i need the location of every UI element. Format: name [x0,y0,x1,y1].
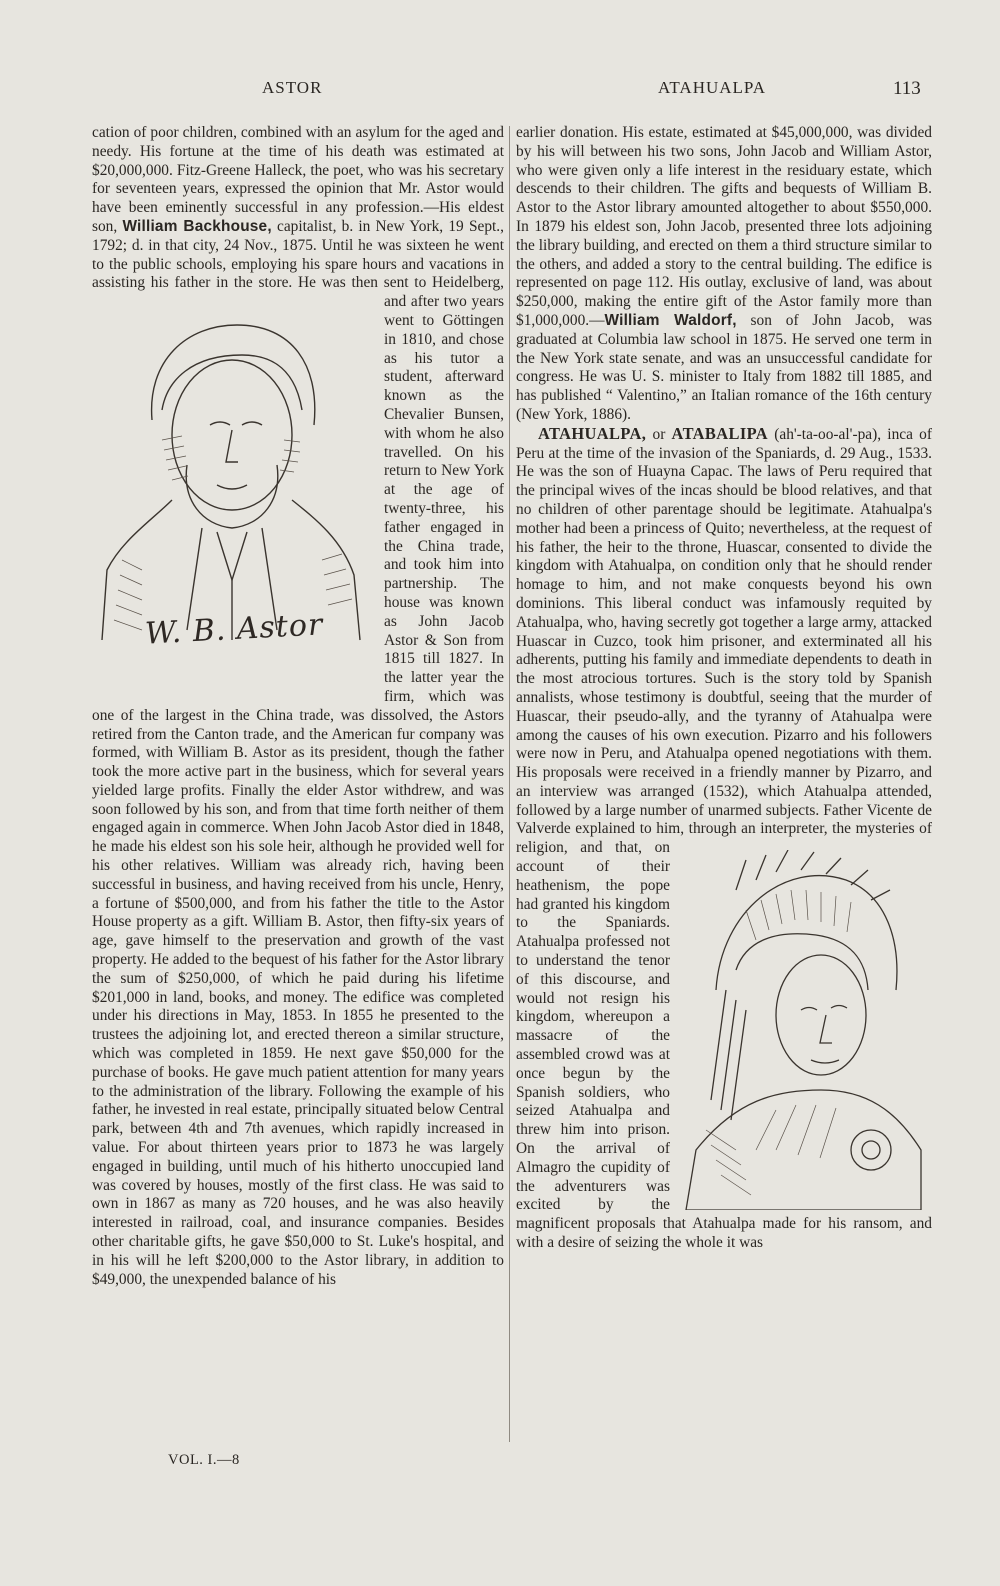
page-number: 113 [893,78,921,99]
volume-signature-mark: VOL. I.—8 [168,1452,240,1468]
waldorf-text: son of John Jacob, was graduated at Columbia law school in 1875. He served one term in the New York state senate, and was an unsuccessful candidate for congress. He was U. S. minister to Italy from 1882 till 1885, and has published “ Valentino,” an Italian romance of the 16th century (New York, 1886). [516,311,933,423]
atahualpa-engraving-icon [676,850,926,1210]
entry-name-william-waldorf: William Waldorf, [604,311,737,329]
entry-name-william-backhouse: William Backhouse, [122,217,272,235]
left-column [92,124,504,1289]
running-head-right: ATAHUALPA [658,78,767,97]
astor-text-continued: earlier donation. His estate, estimated at $45,000,000, was divided by his will between his two sons, John Jacob and William Astor, who were given only a life interest in the residuary estate, which descends to their children. The gifts and bequests of William B. Astor to the Astor library amounted altogether to about $550,000. In 1879 his eldest son, John Jacob, presented three lots adjoining the library building, and erected on them a third structure similar to the others, and added a story to the central building. The edifice is represented on page 112. His outlay, exclusive of land, was about $250,000, making the entire gift of the Astor family more than $1,000,000.— [516,124,932,329]
atahualpa-portrait [676,850,926,1210]
running-head-left: ASTOR [262,78,323,97]
atahualpa-text: (ah'-ta-oo-al'-pa), inca of Peru at the time of the invasion of the Spaniards, d. 29 Aug., 1533. He was the son of Huayna Capac. The laws of Peru required that the principal wives of the incas should be blood relatives, and that no children of other parentage should be legitimate. Atahualpa's mother had been a princess of Quito; nevertheless, at the request of his father, the heir to the throne, Huascar, consented to divide the kingdom with Atahualpa, on condition only that he should render homage to him, and not make conquests beyond his own dominions. This liberal conduct was infamously requited by Atahualpa, who, having secretly got together a large army, attacked Huascar in Cuzco, took him prisoner, and exterminated all his adherents, putting his family and immediate dependents to death in the most atrocious tortures. Such is the story told by Spanish annalists, whose testimony is doubtful, seeing that the murder of Huascar, their pseudo-ally, and the tyranny of Atahualpa were among the causes of his own execution. Pizarro and his followers were now in Peru, and Atahualpa opened negotiations with them. His proposals were received in a friendly manner by Pizarro, and an interview was arranged (1532), which Atahualpa attended, followed by a large number of unarmed subjects. Father Vicente de Valverde explained to him, through an interpreter, the mysteries of religion, and that, on account of their heathenism, the pope had granted his kingdom to the Spaniards. Atahualpa professed not to understand the tenor of this discourse, and would not resign his kingdom, whereupon a massacre of the assembled crowd was at once begun by the Spanish soldiers, who seized Atahualpa and threw him into prison. On the arrival of Almagro the cupidity of the adventurers was excited by the magnificent proposals that Atahualpa made for his ransom, and with a desire of seizing the whole it was [516,425,932,1252]
astor-text-intro: cation of poor children, combined with an asylum for the aged and needy. His fortune at the time of his death was estimated at $20,000,000. Fitz-Greene Halleck, the poet, who was his secretary for seventeen years, expressed the opinion that Mr. Astor would have been eminently successful in any profession.—His eldest son, [92,124,504,235]
heading-connector: or [646,425,672,443]
entry-heading-atabalipa: ATABALIPA [671,423,769,443]
astor-text-lead: capitalist, b. in New York, 19 Sept., 1792; d. in that city, 24 Nov., 1875. Until he was sixteen he went to the public schools, employing his spare hours and vacations in assisting his father in the store. He was then sent to Heidelberg, and after two years went to Göttingen in 1810, and chose as his tutor a student, afterward known as the Chevalier Bunsen, with whom he also travelled. On his return to New York at the age of twenty-three, his father engaged in the China trade, and took him into partnership. The house was known as John Jacob Astor & Son from 1815 till 1827. In the latter year the firm, which was one of the largest in the China trade, was dissolved, the Astors retired from the Canton trade, and the American fur company was formed, with William B. Astor as its president, though the father took the more active part in the business, which for several years yielded large profits. Finally the elder Astor withdrew, and was soon followed by his son, and from that time forth neither of them engaged again in commerce. When John Jacob Astor died in 1848, he made his eldest son his sole heir, although he provided well for his other relatives. William was already rich, having been successful in business, and having received from his uncle, Henry, a fortune of $500,000, and from his father the title to the Astor House property as a gift. William B. Astor, then fifty-six years of age, gave himself to the preservation and growth of the vast property. He added to the bequest of his father for the Astor library the sum of $250,000, of which he paid during his lifetime $201,000 in land, books, and money. The edifice was completed under his directions in May, 1853. In 1855 he presented to the trustees the adjoining lot, and erected thereon a similar structure, which was completed in 1859. He next gave $50,000 for the purchase of books. He gave much patient attention for many years to the administration of the library. Following the example of his father, he invested in real estate, principally situated below Central park, between 4th and 7th avenues, which rapidly increased in value. For about thirteen years prior to 1873 he was largely engaged in building, until much of his hitherto unoccupied land was covered by houses, mostly of the first class. He was said to own in 1867 as many as 720 houses, and he was also heavily interested in railroad, coal, and insurance companies. Besides other charitable gifts, he gave $50,000 to St. Luke's hospital, and in his will he left $200,000 to the Astor library, in addition to $49,000, the unexpended balance of his [92,217,505,1288]
column-divider [509,126,510,1442]
entry-heading-atahualpa: ATAHUALPA, [538,423,647,443]
astor-signature: W. B. Astor [144,607,325,652]
